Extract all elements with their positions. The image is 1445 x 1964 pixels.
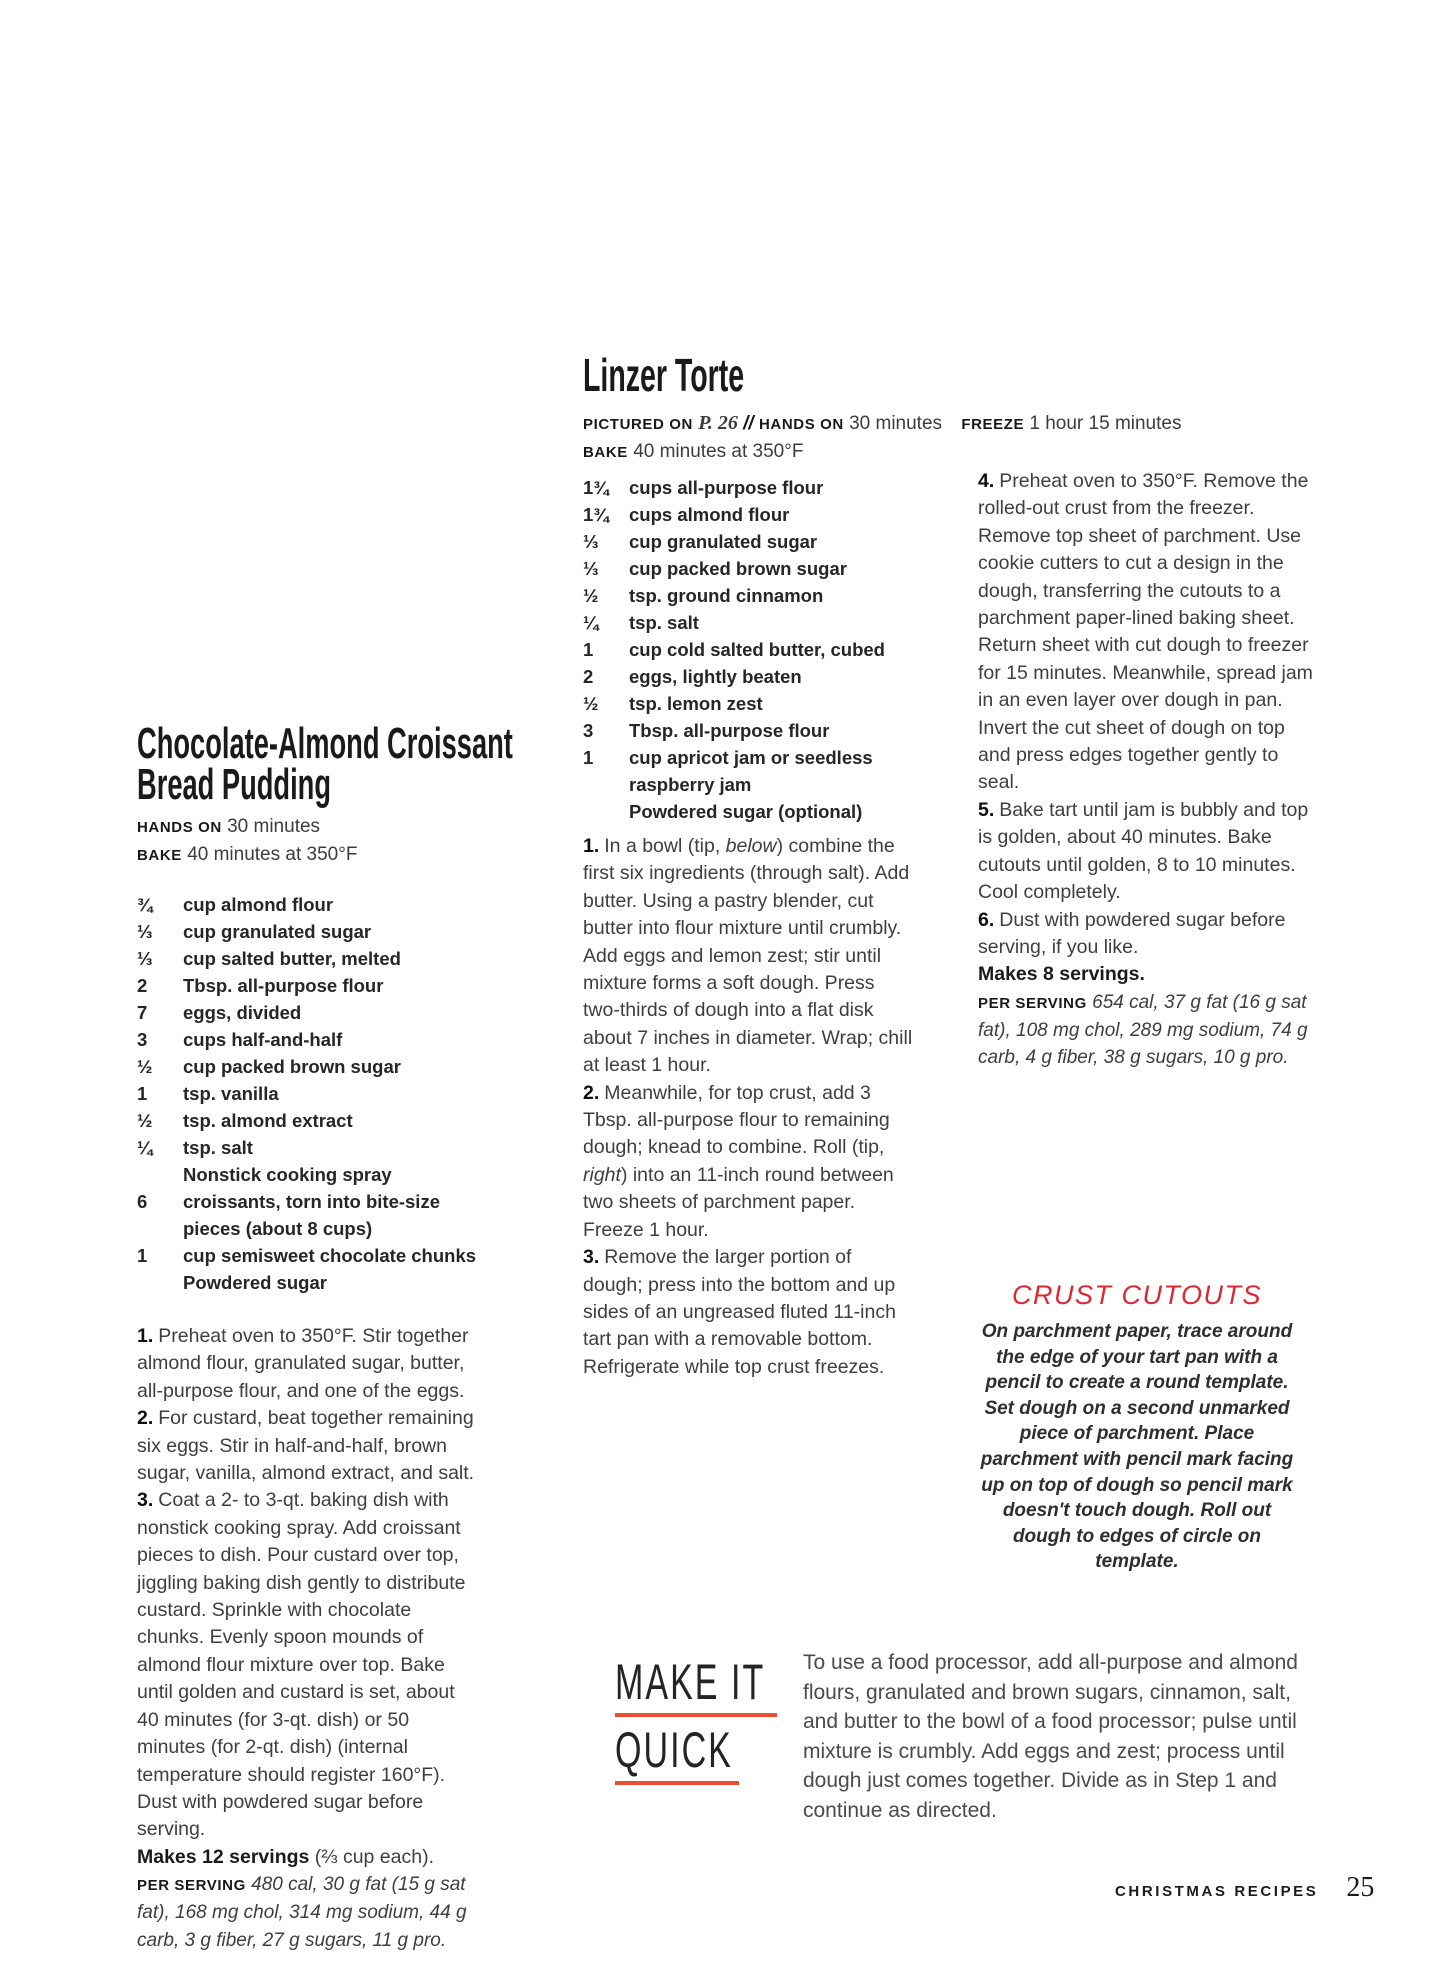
ingredient-text: cups all-purpose flour (629, 477, 824, 498)
make-it-quick-line2 (615, 1722, 739, 1785)
step-text: Remove the larger portion of dough; press into the bottom and up sides of an ungreased fluted 11-inch tart pan with a removable bottom. Refrigerate while top crust freezes. (583, 1246, 896, 1378)
step-text: Dust with powdered sugar before serving, if you like. (978, 908, 1286, 958)
ingredient-text: cup almond flour (183, 894, 334, 915)
ingredient-text: eggs, divided (183, 1002, 302, 1023)
ingredient-amount: 1 (583, 747, 594, 768)
meta-label: PICTURED ON (583, 416, 693, 433)
ingredient-text: cup semisweet chocolate chunks (183, 1245, 477, 1266)
step-1 (137, 1323, 479, 1405)
step-text: Bake tart until jam is bubbly and top is golden, about 40 minutes. Bake cutouts until golden, 8 to 10 minutes. Cool completely. (978, 798, 1309, 904)
per-serving-label: PER SERVING (137, 1877, 246, 1895)
ingredient-amount: 2 (583, 666, 594, 687)
instruction-steps-linzer-left (583, 833, 915, 1381)
ingredient-row (137, 972, 479, 999)
ingredient-text: cup granulated sugar (183, 921, 372, 942)
recipe-title-linzer (583, 349, 1223, 401)
ingredient-row (583, 690, 923, 717)
meta-value: 30 minutes (849, 413, 943, 434)
makes-line (137, 1844, 479, 1871)
ingredient-text: cup packed brown sugar (183, 1056, 401, 1077)
step-5 (978, 797, 1314, 907)
ingredient-row (137, 1107, 479, 1134)
meta-page-ref: P. 26 (698, 412, 738, 434)
meta-label: BAKE (137, 847, 182, 864)
ingredient-row (137, 1269, 479, 1296)
ingredient-text: croissants, torn into bite-size pieces (about 8 cups) (183, 1191, 440, 1239)
step-6 (978, 907, 1314, 962)
step-3 (583, 1244, 915, 1381)
step-4 (978, 468, 1314, 797)
makes-bold: Makes 12 servings (137, 1845, 310, 1868)
make-it-quick-text1: MAKE IT (615, 1654, 766, 1710)
meta-line-2 (583, 438, 1223, 466)
ingredient-row (137, 1026, 479, 1053)
ingredient-text: tsp. salt (183, 1137, 253, 1158)
step-number: 3. (583, 1246, 600, 1269)
page-footer (1115, 1872, 1374, 1904)
step-number: 1. (583, 835, 600, 857)
footer-section-title: CHRISTMAS RECIPES (1115, 1883, 1319, 1900)
ingredient-row (583, 798, 923, 825)
recipe-bread-pudding (137, 719, 513, 1954)
ingredient-row (137, 1053, 479, 1080)
instruction-steps-linzer-right (978, 468, 1314, 1071)
ingredient-amount: ⅓ (583, 558, 599, 579)
makes-rest: (⅔ cup each). (309, 1845, 435, 1868)
ingredient-text: Powdered sugar (optional) (629, 801, 863, 822)
step-text: Meanwhile, for top crust, add 3 Tbsp. all-purpose flour to remaining dough; knead to combine. Roll (tip, (583, 1081, 890, 1159)
ingredient-text: cup apricot jam or seedless raspberry jam (629, 747, 873, 795)
meta-label: BAKE (583, 444, 628, 461)
meta-separator: // (743, 413, 754, 434)
ingredient-row (137, 1134, 479, 1161)
recipe-linzer-header (583, 349, 1223, 466)
meta-value: 30 minutes (227, 816, 321, 837)
per-serving-label: PER SERVING (978, 994, 1087, 1012)
step-number: 5. (978, 798, 995, 821)
ingredient-text: Tbsp. all-purpose flour (629, 720, 830, 741)
per-serving (137, 1871, 479, 1954)
ingredient-text: tsp. salt (629, 612, 699, 633)
ingredient-text: tsp. almond extract (183, 1110, 353, 1131)
step-2 (583, 1080, 915, 1244)
step-number: 3. (137, 1489, 154, 1512)
step-text: ) into an 11-inch round between two sheets of parchment paper. Freeze 1 hour. (583, 1163, 894, 1241)
ingredient-amount: 3 (583, 720, 594, 741)
ingredient-text: cup packed brown sugar (629, 558, 847, 579)
step-text: Coat a 2- to 3-qt. baking dish with nonstick cooking spray. Add croissant pieces to dish. Pour custard over top, jiggling baking dish gently to distribute custard. Sprinkle with chocolate chunks. Evenly spoon mounds of almond flour mixture over top. Bake until golden and custard is set, about 40 minutes (for 3-qt. dish) or 50 minutes (for 2-qt. dish) (internal temperature should register 160°F). Dust with powdered sugar before serving. (137, 1489, 466, 1841)
ingredient-list (137, 891, 479, 1296)
ingredient-amount: 3 (137, 1029, 148, 1050)
recipe-title-bread-pudding (137, 719, 513, 809)
recipe-title-line2: Bread Pudding (137, 760, 332, 809)
per-serving-value: 480 cal, 30 g fat (15 g sat fat), 168 mg chol, 314 mg sodium, 44 g carb, 3 g fiber, 27 g sugars, 11 g pro. (137, 1874, 467, 1951)
ingredient-text: Powdered sugar (183, 1272, 327, 1293)
ingredient-row (137, 1080, 479, 1107)
make-it-quick-label (615, 1654, 803, 1812)
ingredient-row (583, 636, 923, 663)
ingredient-amount (137, 1161, 183, 1188)
make-it-quick-box (615, 1648, 1317, 1826)
per-serving-value: 654 cal, 37 g fat (16 g sat fat), 108 mg chol, 289 mg sodium, 74 g carb, 4 g fiber, 38 g sugars, 10 g pro. (978, 991, 1308, 1069)
recipe-title-text: Linzer Torte (583, 349, 745, 401)
ingredient-row (137, 945, 479, 972)
ingredient-text: cup granulated sugar (629, 531, 818, 552)
meta-hands-on (137, 813, 479, 841)
step-number: 1. (137, 1325, 154, 1347)
ingredient-amount: 1¾ (583, 504, 609, 525)
step-3 (137, 1487, 479, 1843)
step-text: Preheat oven to 350°F. Stir together almond flour, granulated sugar, butter, all-purpose flour, and one of the eggs. (137, 1325, 469, 1402)
ingredient-amount: ½ (583, 585, 599, 606)
tip-title: CRUST CUTOUTS (1011, 1280, 1262, 1310)
step-1 (583, 833, 915, 1080)
ingredient-text: cups almond flour (629, 504, 790, 525)
ingredient-text: cups half-and-half (183, 1029, 343, 1050)
tip-body: On parchment paper, trace around the edge of your tart pan with a pencil to create a round template. Set dough on a second unmarked piece of parchment. Place parchment with pencil mark facing up on top of dough so pencil mark doesn't touch dough. Roll out dough to edges of circle on template. (980, 1321, 1294, 1573)
make-it-quick-text2: QUICK (615, 1722, 733, 1778)
step-number: 4. (978, 470, 995, 492)
makes-bold: Makes 8 servings. (978, 963, 1145, 986)
ingredient-amount: ½ (137, 1056, 153, 1077)
ingredient-row (583, 609, 923, 636)
step-2 (137, 1405, 479, 1487)
recipe-meta (137, 813, 479, 869)
meta-label: FREEZE (961, 416, 1025, 433)
ingredient-amount: ½ (137, 1110, 153, 1131)
meta-value: 40 minutes at 350°F (187, 844, 358, 865)
footer-page-number: 25 (1346, 1872, 1375, 1903)
meta-bake (137, 841, 479, 869)
step-number: 2. (583, 1081, 600, 1104)
instruction-steps (137, 1323, 479, 1954)
ingredient-row (583, 717, 923, 744)
ingredient-row (583, 528, 923, 555)
make-it-quick-line1 (615, 1654, 777, 1717)
ingredient-text: tsp. vanilla (183, 1083, 279, 1104)
ingredient-amount: 7 (137, 1002, 148, 1023)
ingredient-amount: ¼ (137, 1137, 153, 1158)
meta-line-1 (583, 410, 1223, 438)
ingredient-amount: ⅓ (583, 531, 599, 552)
makes-line (978, 961, 1314, 988)
ingredient-row (583, 501, 923, 528)
ingredient-row (583, 663, 923, 690)
ingredient-row (137, 1188, 479, 1242)
ingredient-amount: ⅓ (137, 948, 153, 969)
ingredient-amount: 1 (583, 639, 594, 660)
ingredient-list-linzer (583, 474, 923, 825)
ingredient-amount: ½ (583, 693, 599, 714)
ingredient-amount: 6 (137, 1191, 148, 1212)
ingredient-amount (583, 798, 629, 825)
ingredient-row (137, 918, 479, 945)
ingredient-text: Nonstick cooking spray (183, 1164, 392, 1185)
meta-value: 40 minutes at 350°F (633, 441, 804, 462)
ingredient-text: Tbsp. all-purpose flour (183, 975, 384, 996)
ingredient-amount: ¼ (583, 612, 599, 633)
ingredient-text: cup cold salted butter, cubed (629, 639, 885, 660)
ingredient-row (583, 744, 923, 798)
step-text: In a bowl (tip, (604, 835, 726, 857)
step-number: 6. (978, 908, 995, 931)
meta-value: 1 hour 15 minutes (1029, 413, 1182, 434)
meta-label: HANDS ON (137, 819, 222, 836)
ingredient-amount: 1 (137, 1245, 148, 1266)
ingredient-amount: ⅓ (137, 921, 153, 942)
step-text: Preheat oven to 350°F. Remove the rolled-out crust from the freezer. Remove top sheet of parchment. Use cookie cutters to cut a design in the dough, transferring the cutouts to a parchment paper-lined baking sheet. Return sheet with cut dough to freezer for 15 minutes. Meanwhile, spread jam in an even layer over dough in pan. Invert the cut sheet of dough on top and press edges together gently to seal. (978, 470, 1313, 794)
step-text-italic: below (725, 835, 777, 857)
ingredient-amount (137, 1269, 183, 1296)
ingredient-row (137, 891, 479, 918)
ingredient-text: tsp. lemon zest (629, 693, 763, 714)
ingredient-row (583, 582, 923, 609)
ingredient-amount: ¾ (137, 894, 153, 915)
ingredient-row (583, 474, 923, 501)
per-serving (978, 989, 1314, 1072)
ingredient-amount: 1¾ (583, 477, 609, 498)
step-text: ) combine the first six ingredients (through salt). Add butter. Using a pastry blender, cut butter into flour mixture until crumbly. Add eggs and lemon zest; stir until mixture forms a soft dough. Press two-thirds of dough into a flat disk about 7 inches in diameter. Wrap; chill at least 1 hour. (583, 835, 913, 1077)
step-text: For custard, beat together remaining six eggs. Stir in half-and-half, brown sugar, vanilla, almond extract, and salt. (137, 1407, 475, 1485)
tip-crust-cutouts (962, 1280, 1312, 1575)
ingredient-text: tsp. ground cinnamon (629, 585, 824, 606)
step-number: 2. (137, 1407, 154, 1430)
make-it-quick-body: To use a food processor, add all-purpose and almond flours, granulated and brown sugars, cinnamon, salt, and butter to the bowl of a food processor; pulse until mixture is crumbly. Add eggs and zest; process until dough just comes together. Divide as in Step 1 and continue as directed. (803, 1651, 1298, 1822)
ingredient-row (583, 555, 923, 582)
ingredient-amount: 1 (137, 1083, 148, 1104)
recipe-title-line1: Chocolate-Almond Croissant (137, 719, 513, 768)
ingredient-text: cup salted butter, melted (183, 948, 401, 969)
ingredient-row (137, 1161, 479, 1188)
ingredient-amount: 2 (137, 975, 148, 996)
ingredient-row (137, 999, 479, 1026)
ingredient-row (137, 1242, 479, 1269)
ingredient-text: eggs, lightly beaten (629, 666, 802, 687)
meta-label: HANDS ON (758, 416, 844, 433)
step-text-italic: right (583, 1163, 621, 1186)
